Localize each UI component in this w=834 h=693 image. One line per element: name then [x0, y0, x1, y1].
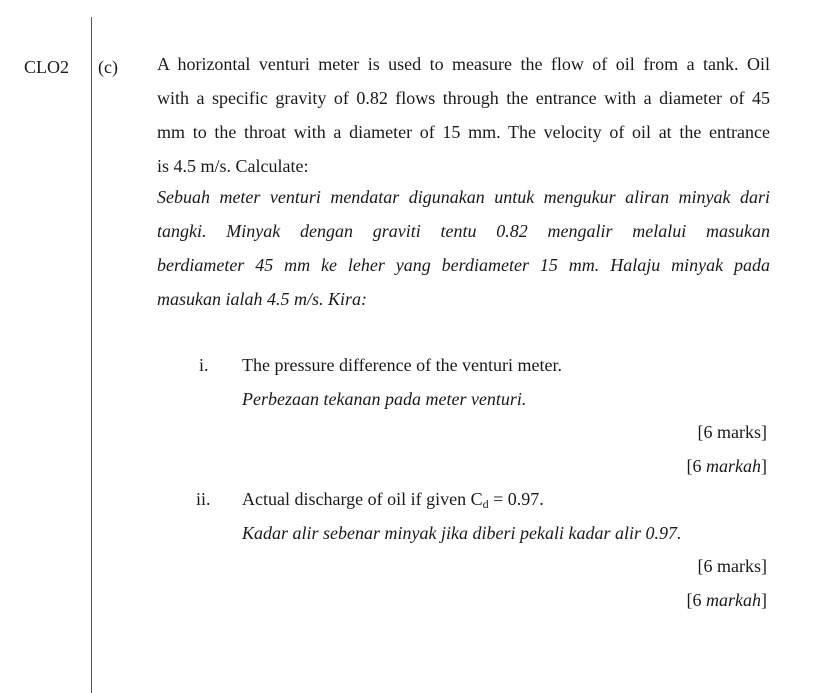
question-2-text-english [242, 487, 544, 511]
marks-word: markah [706, 456, 761, 476]
intro-en-line-1: A horizontal venturi meter is used to measure the flow of oil from a tank. Oil [157, 54, 770, 74]
question-2-text-malay: Kadar alir sebenar minyak jika diberi pekali kadar alir 0.97. [242, 523, 682, 543]
question-1-marks-malay [467, 454, 767, 478]
intro-en-line-4: is 4.5 m/s. Calculate: [157, 156, 309, 176]
q2-text-suffix: = 0.97. [488, 489, 544, 509]
intro-ms-line-4: masukan ialah 4.5 m/s. Kira: [157, 289, 368, 309]
question-intro-english [157, 47, 770, 183]
marks-close: ] [761, 590, 767, 610]
marks-close: ] [761, 456, 767, 476]
intro-ms-line-2: tangki. Minyak dengan graviti tentu 0.82 mengalir melalui masukan [157, 221, 770, 241]
question-intro-malay [157, 180, 770, 316]
question-1-number: i. [199, 355, 209, 375]
marks-open: [6 [686, 456, 706, 476]
intro-ms-line-3: berdiameter 45 mm ke leher yang berdiameter 15 mm. Halaju minyak pada [157, 255, 770, 275]
part-label: (c) [98, 57, 118, 77]
q2-text-prefix: Actual discharge of oil if given C [242, 489, 483, 509]
question-1-text-english: The pressure difference of the venturi meter. [242, 355, 563, 375]
question-2-marks-english: [6 marks] [697, 556, 767, 576]
margin-divider-line [91, 17, 92, 693]
marks-word: markah [706, 590, 761, 610]
intro-en-line-2: with a specific gravity of 0.82 flows through the entrance with a diameter of 45 [157, 88, 770, 108]
question-1-text-malay: Perbezaan tekanan pada meter venturi. [242, 389, 527, 409]
clo-label: CLO2 [24, 57, 69, 77]
question-2-number: ii. [196, 489, 211, 509]
question-2-marks-malay [467, 588, 767, 612]
question-1-marks-english: [6 marks] [697, 422, 767, 442]
marks-open: [6 [686, 590, 706, 610]
intro-ms-line-1: Sebuah meter venturi mendatar digunakan untuk mengukur aliran minyak dari [157, 187, 770, 207]
q2-text-subscript: d [482, 497, 489, 511]
intro-en-line-3: mm to the throat with a diameter of 15 mm. The velocity of oil at the entrance [157, 122, 770, 142]
